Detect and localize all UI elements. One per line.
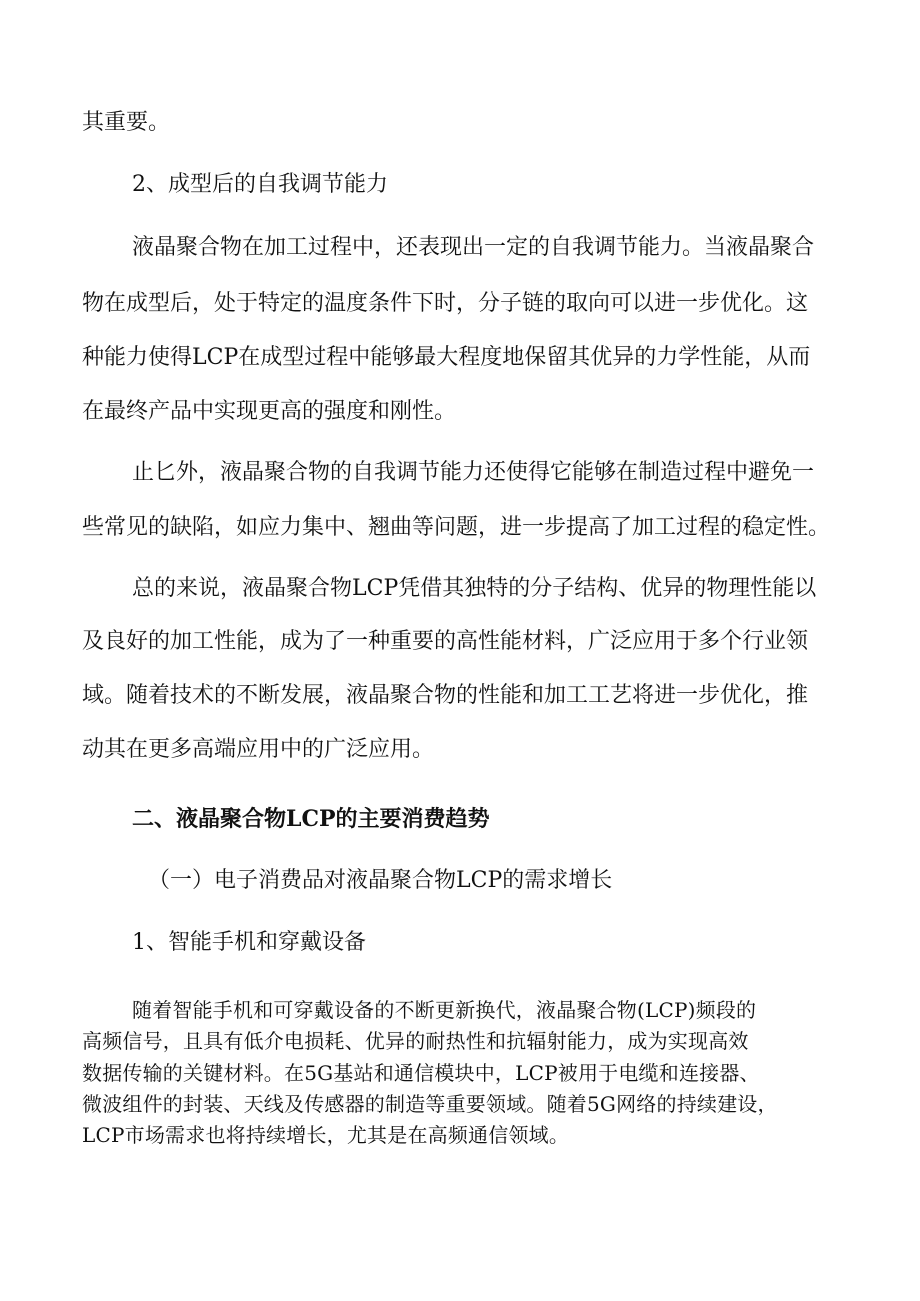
paragraph-line: 些常见的缺陷，如应力集中、翘曲等问题，进一步提高了加工过程的稳定性。 [82, 515, 831, 540]
section-heading-self-adjust: 2、成型后的自我调节能力 [132, 172, 388, 197]
section-heading-consumption-trends: 二、液晶聚合物LCP的主要消费趋势 [132, 806, 490, 832]
paragraph-line: 微波组件的封装、天线及传感器的制造等重要领域。随着5G网络的持续建设， [82, 1092, 778, 1116]
paragraph-line: 种能力使得LCP在成型过程中能够最大程度地保留其优异的力学性能，从而 [82, 345, 811, 370]
paragraph-line: LCP市场需求也将持续增长，尤其是在高频通信领域。 [82, 1123, 570, 1147]
paragraph-tail: 其重要。 [82, 110, 171, 135]
subsection-heading-electronics-demand: （一）电子消费品对液晶聚合物LCP的需求增长 [148, 868, 613, 893]
paragraph-line: 动其在更多高端应用中的广泛应用。 [82, 737, 435, 762]
paragraph-line: 随着智能手机和可穿戴设备的不断更新换代，液晶聚合物(LCP)频段的 [132, 998, 757, 1022]
paragraph-line: 止匕外，液晶聚合物的自我调节能力还使得它能够在制造过程中避免一 [132, 460, 815, 485]
item-heading-smartphones-wearables: 1、智能手机和穿戴设备 [132, 930, 366, 955]
paragraph-line: 高频信号，且具有低介电损耗、优异的耐热性和抗辐射能力，成为实现高效 [82, 1029, 749, 1053]
paragraph-line: 域。随着技术的不断发展，液晶聚合物的性能和加工工艺将进一步优化，推 [82, 683, 809, 708]
paragraph-line: 液晶聚合物在加工过程中，还表现出一定的自我调节能力。当液晶聚合 [132, 235, 815, 260]
paragraph-line: 及良好的加工性能，成为了一种重要的高性能材料，广泛应用于多个行业领 [82, 629, 809, 654]
paragraph-line: 数据传输的关键材料。在5G基站和通信模块中，LCP被用于电缆和连接器、 [82, 1061, 760, 1085]
paragraph-line: 物在成型后，处于特定的温度条件下时，分子链的取向可以进一步优化。这 [82, 291, 809, 316]
paragraph-line: 总的来说，液晶聚合物LCP凭借其独特的分子结构、优异的物理性能以 [132, 576, 817, 601]
paragraph-line: 在最终产品中实现更高的强度和刚性。 [82, 399, 457, 424]
